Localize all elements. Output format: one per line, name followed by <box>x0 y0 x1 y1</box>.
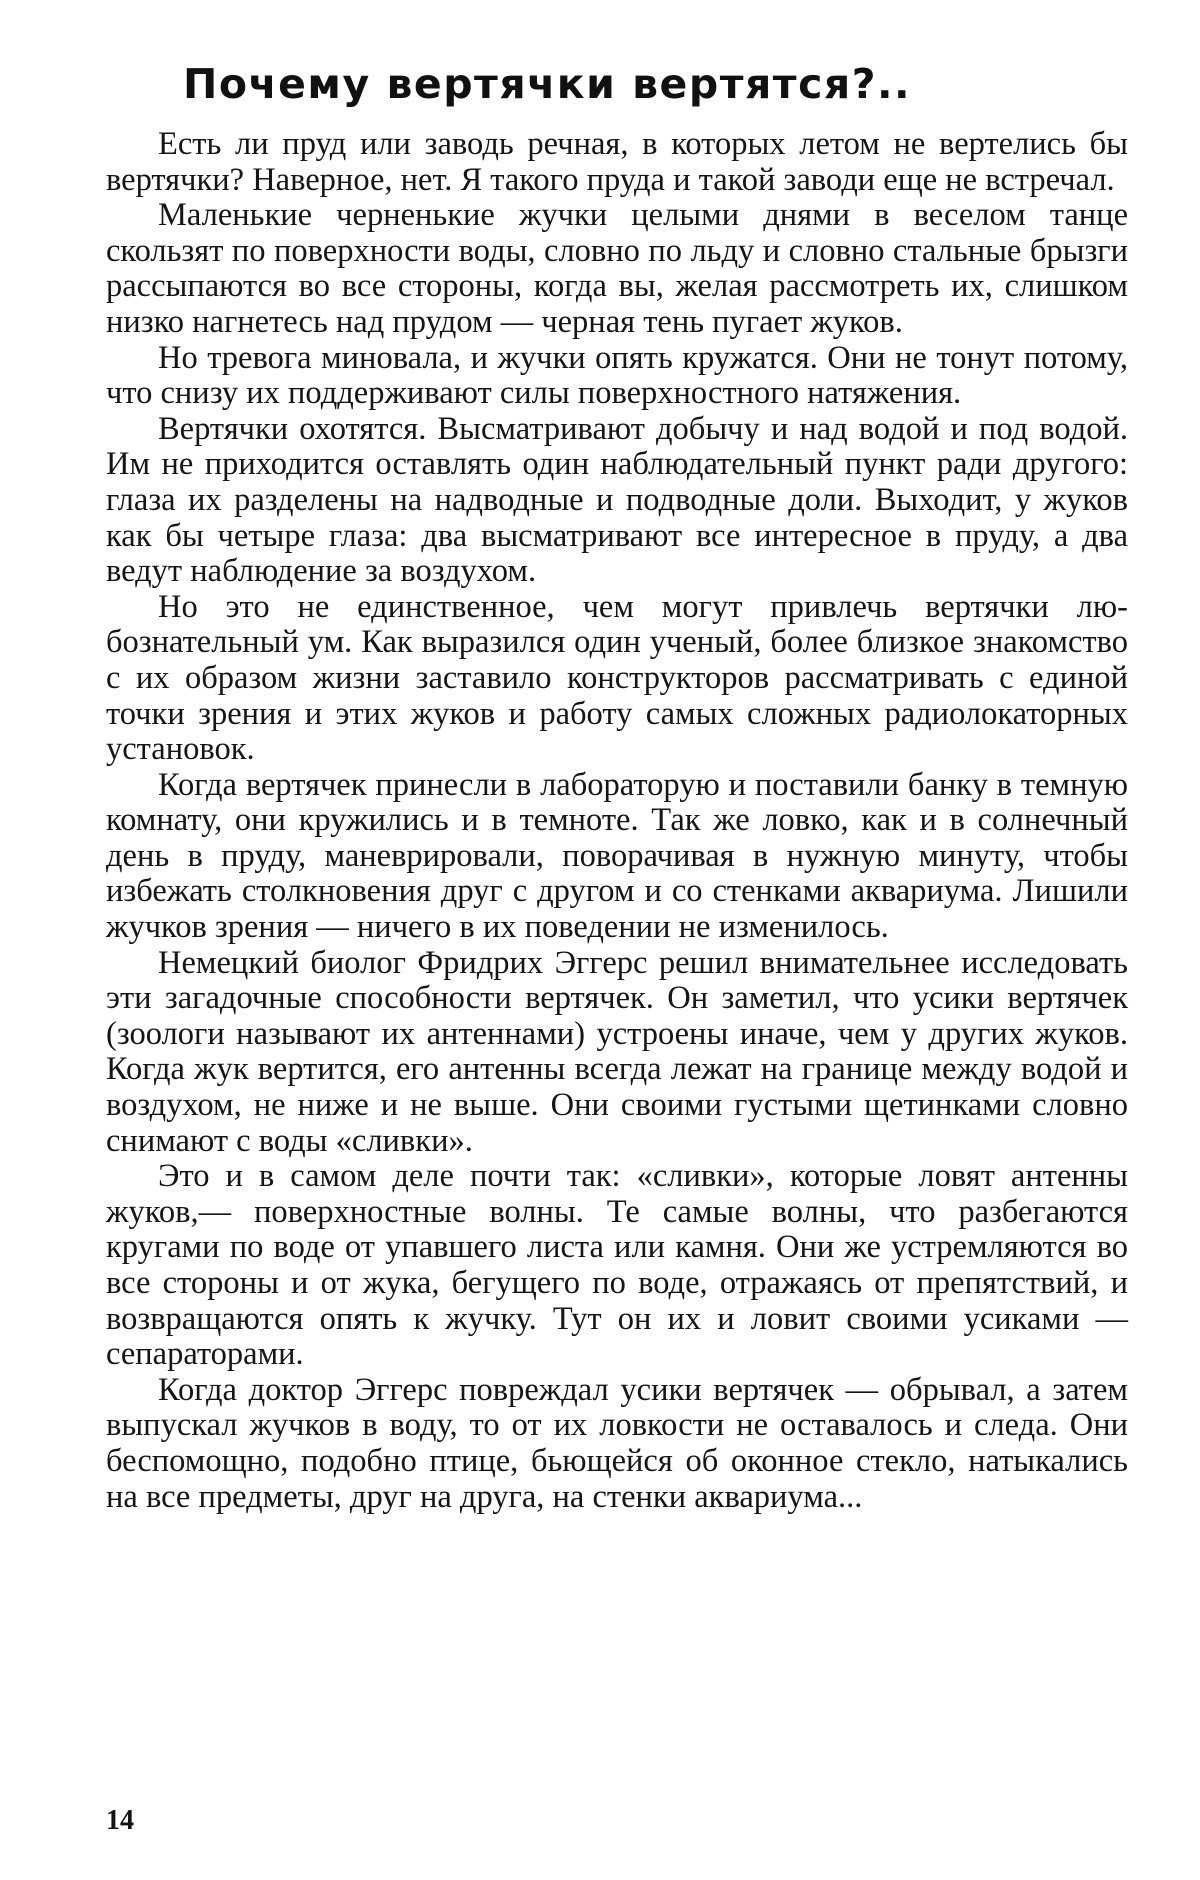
paragraph: Маленькие черненькие жучки целыми днями в веселом танце скользят по поверхности воды, словно по льду и словно стальные брызги рассыпаются во все стороны, когда вы, желая рассмотреть их, слишком низко нагнетесь над прудом — черная тень пугает жуков. <box>106 197 1128 340</box>
paragraph: Это и в самом деле почти так: «сливки», которые ловят антенны жуков,— поверхностные волны. Те самые волны, что разбегаются кругами по воде от упавшего листа или камня. Они же устремляются во все стороны и от жука, бегущего по воде, отражаясь от препятствий, и возвращаются опять к жучку. Тут он их и ловит своими усиками — сепараторами. <box>106 1158 1128 1373</box>
chapter-title: Почему вертячки вертятся?.. <box>183 60 912 108</box>
paragraph: Когда доктор Эггерс повреждал усики вертячек — обрывал, а затем выпускал жучков в воду, то от их ловкости не оставалось и следа. Они беспомощно, подобно птице, бьющейся об оконное стекло, натыкались на все предметы, друг на друга, на стенки аквариума... <box>106 1371 1128 1515</box>
paragraph: Есть ли пруд или заводь речная, в которых летом не вертелись бы вертячки? Наверное, нет. Я такого пруда и такой заводи еще не встречал. <box>106 126 1128 198</box>
body-text <box>106 127 1128 1515</box>
paragraph: Когда вертячек принесли в лабораторую и поставили банку в темную комнату, они кружились и в темноте. Так же ловко, как и в солнечный день в пруду, маневрировали, поворачивая в нужную минуту, чтобы избежать столкновения друг с другом и со стенками аквариума. Лишили жучков зрения — ничего в их поведении не изменилось. <box>106 766 1128 946</box>
paragraph: Немецкий биолог Фридрих Эггерс решил внимательнее исследовать эти загадочные способности вертячек. Он заметил, что усики вертячек (зоологи называют их антеннами) устроены иначе, чем у других жуков. Когда жук вертится, его антенны всегда лежат на границе между водой и воздухом, не ниже и не выше. Они своими густыми щетинками словно снимают с воды «сливки». <box>106 944 1128 1159</box>
page-number: 14 <box>106 1805 134 1836</box>
paragraph: Но тревога миновала, и жучки опять кружатся. Они не тонут потому, что снизу их поддерживают силы поверхностного натяжения. <box>106 339 1128 412</box>
paragraph: Но это не единственное, чем могут привлечь вертячки любознательный ум. Как выразился один ученый, более близкое знакомство с их образом жизни заставило конструкторов рассматривать с единой точки зрения и этих жуков и работу самых сложных радиолокаторных установок. <box>106 588 1128 768</box>
paragraph: Вертячки охотятся. Высматривают добычу и над водой и под водой. Им не приходится оставлять один наблюдательный пункт ради другого: глаза их разделены на надводные и подводные доли. Выходит, у жуков как бы четыре глаза: два высматривают все интересное в пруду, а два ведут наблюдение за воздухом. <box>106 410 1128 590</box>
